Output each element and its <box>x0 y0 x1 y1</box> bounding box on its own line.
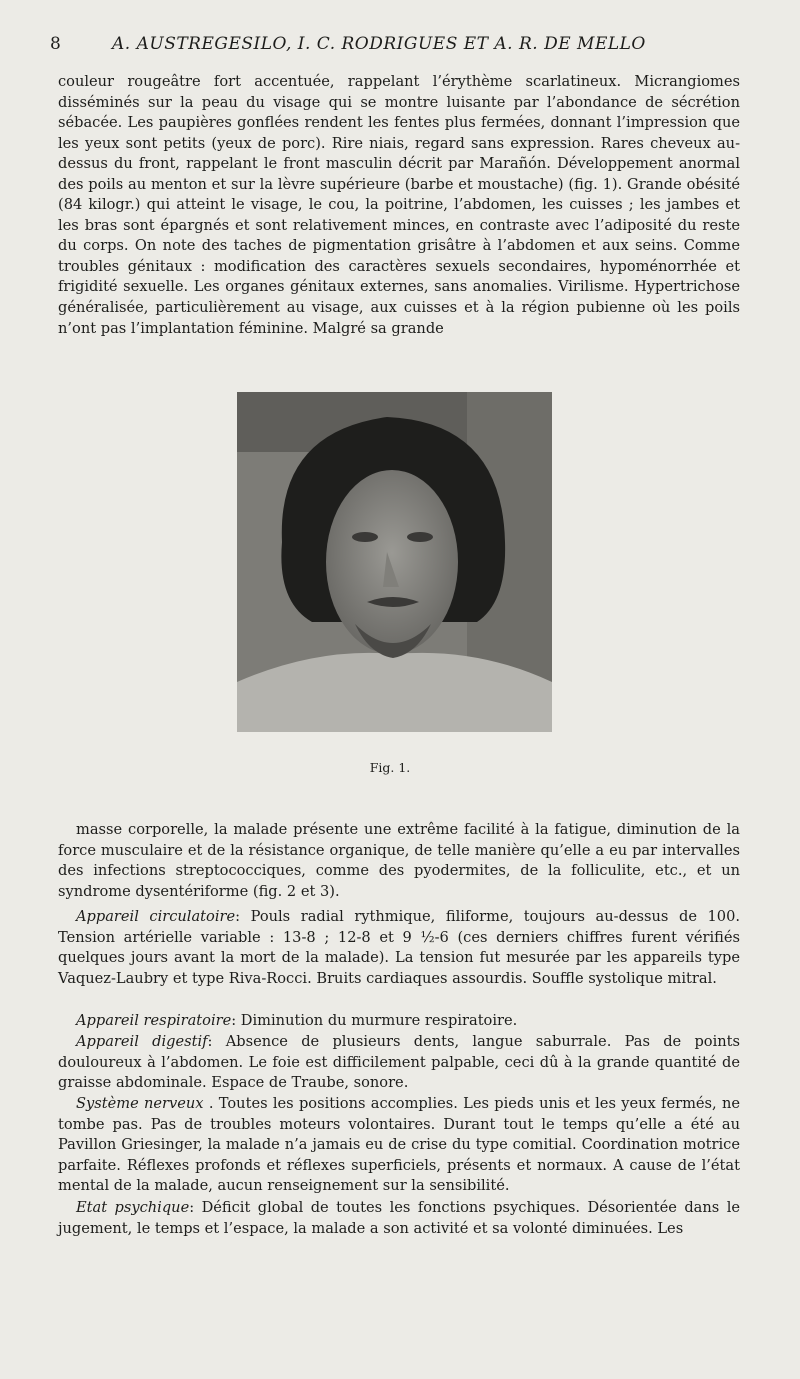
figure-1-photo <box>237 392 552 732</box>
section-text: : Diminution du murmure respiratoire. <box>231 1012 518 1029</box>
section-label: Appareil circulatoire <box>76 908 236 925</box>
running-header-authors: A. AUSTREGESILO, I. C. RODRIGUES ET A. R. DE MELLO <box>112 34 646 54</box>
paragraph-after-figure: masse corporelle, la malade présente une extrême facilité à la fatigue, diminution de la force musculaire et de la résistance organique, de telle manière qu’elle a eu par intervalles des infections streptococciques, comme des pyodermites, de la folliculite, etc., et un syndrome dysentériforme (fig. 2 et 3). <box>58 821 740 900</box>
section-systeme-nerveux <box>58 1094 740 1197</box>
paragraph-top: couleur rougeâtre fort accentuée, rappelant l’érythème scarlatineux. Micrangiomes disséminés sur la peau du visage qui se montre luisante par l’abondance de sécrétion sébacée. Les paupières gonflées rendent les fentes plus fermées, donnant l’impression que les yeux sont petits (yeux de porc). Rire niais, regard sans expression. Rares cheveux au-dessus du front, rappelant le front masculin décrit par Marañón. Développement anormal des poils au menton et sur la lèvre supérieure (barbe et moustache) (fig. 1). Grande obésité (84 kilogr.) qui atteint le visage, le cou, la poitrine, l’abdomen, les cuisses ; les jambes et les bras sont épargnés et sont relativement minces, en contraste avec l’adiposité du reste du corps. On note des taches de pigmentation grisâtre à l’abdomen et aux seins. Comme troubles génitaux : modification des caractères sexuels secondaires, hypoménorrhée et frigidité sexuelle. Les organes génitaux externes, sans anomalies. Virilisme. Hypertrichose généralisée, particulièrement au visage, aux cuisses et à la région pubienne où les poils n’ont pas l’implantation féminine. Malgré sa grande <box>58 73 740 337</box>
section-appareil-respiratoire <box>58 1011 740 1032</box>
page-number: 8 <box>50 34 62 54</box>
section-appareil-digestif <box>58 1032 740 1094</box>
portrait-photograph <box>237 392 552 732</box>
face-shape <box>326 470 458 654</box>
section-label: Appareil digestif <box>76 1033 208 1050</box>
section-appareil-circulatoire <box>58 907 740 989</box>
section-text: : Absence de plusieurs dents, langue saburrale. Pas de points douloureux à l’abdomen. Le foie est difficilement palpable, ceci dû à la grande quantité de graisse abdominale. Espace de Traube, sonore. <box>58 1033 740 1092</box>
left-eye <box>352 532 378 542</box>
section-label: Appareil respiratoire <box>76 1012 232 1029</box>
figure-caption: Fig. 1. <box>369 760 411 775</box>
section-label: Système nerveux <box>76 1095 204 1112</box>
section-label: Etat psychique <box>76 1199 190 1216</box>
section-etat-psychique <box>58 1198 740 1239</box>
right-eye <box>407 532 433 542</box>
running-header <box>50 34 750 58</box>
section-text: . Toutes les positions accomplies. Les pieds unis et les yeux fermés, ne tombe pas. Pas de troubles moteurs volontaires. Durant tout le temps qu’elle a été au Pavillon Griesinger, la malade n’a jamais eu de crise du type comitial. Coordination motrice parfaite. Réflexes profonds et réflexes superficiels, présents et normaux. A cause de l’état mental de la malade, aucun renseignement sur la sensibilité. <box>58 1095 741 1195</box>
section-text: : Déficit global de toutes les fonctions psychiques. Désorientée dans le jugement, le temps et l’espace, la malade a son activité et sa volonté diminuées. Les <box>58 1199 740 1237</box>
section-text: : Pouls radial rythmique, filiforme, toujours au-dessus de 100. Tension artérielle variable : 13-8 ; 12-8 et 9 ½-6 (ces derniers chiffres furent vérifiés quelques jours avant la mort de la malade). La tension fut mesurée par les appareils type Vaquez-Laubry et type Riva-Rocci. Bruits cardiaques assourdis. Souffle systolique mitral. <box>58 908 740 987</box>
